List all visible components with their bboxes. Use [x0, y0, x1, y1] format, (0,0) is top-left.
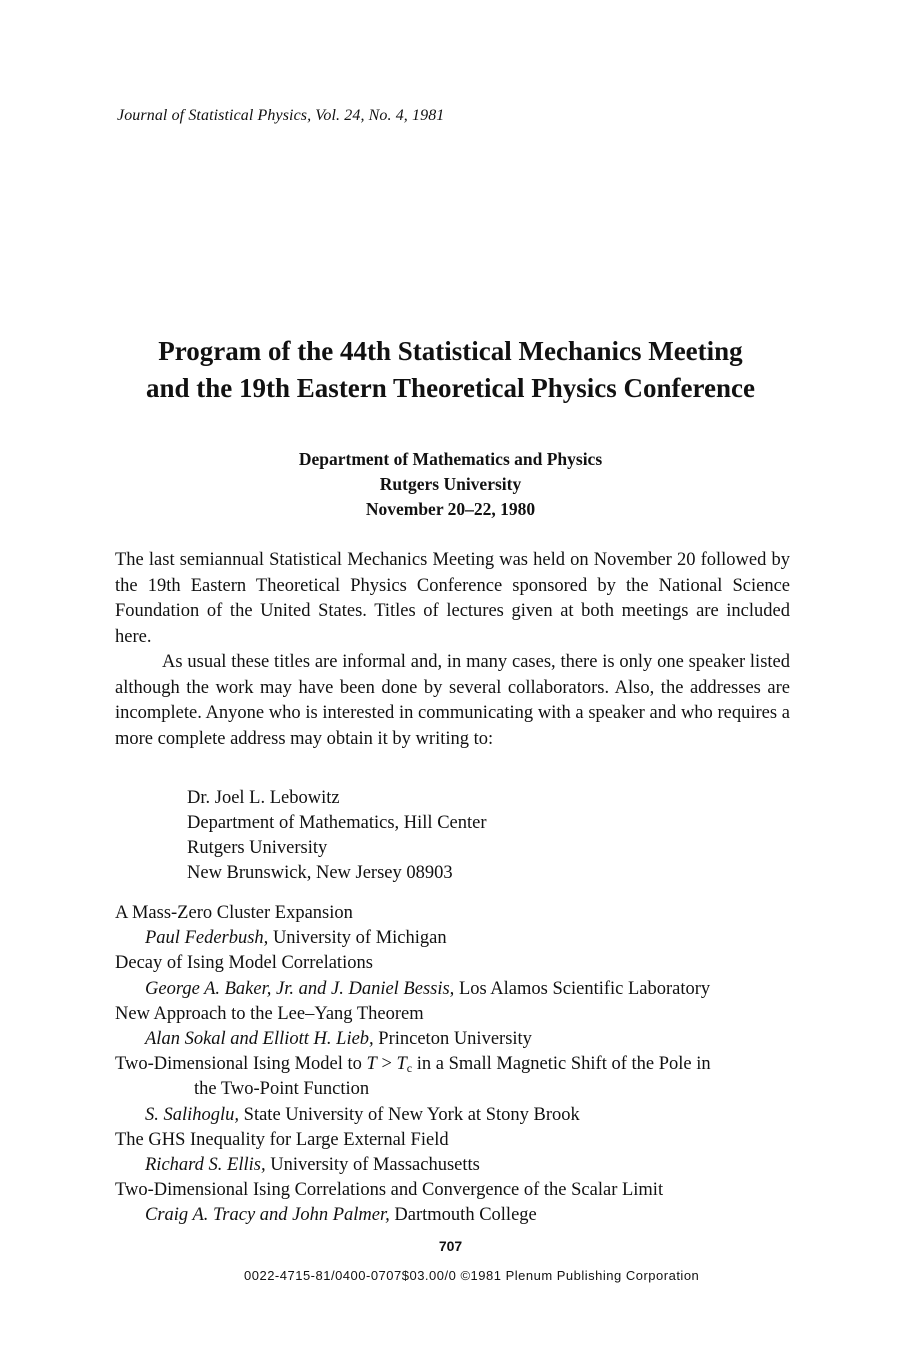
journal-citation: Journal of Statistical Physics, Vol. 24, No. 4, 1981	[117, 107, 445, 124]
speaker-affiliation: State University of New York at Stony Brook	[243, 1104, 580, 1125]
speaker-affiliation: Dartmouth College	[394, 1205, 537, 1226]
meeting-dates: November 20–22, 1980	[365, 499, 536, 519]
speaker-affiliation: Los Alamos Scientific Laboratory	[458, 978, 711, 999]
address-city: New Brunswick, New Jersey 08903	[187, 863, 453, 883]
speaker-name: Paul Federbush,	[145, 928, 269, 949]
math-gt: >	[381, 1054, 392, 1075]
lecture-title: Decay of Ising Model Correlations	[115, 953, 373, 974]
speaker-name: Craig A. Tracy and John Palmer,	[145, 1205, 390, 1226]
address-name: Dr. Joel L. Lebowitz	[187, 788, 340, 808]
lecture-title: New Approach to the Lee–Yang Theorem	[115, 1003, 424, 1024]
intro-paragraph-1: The last semiannual Statistical Mechanics Meeting was held on November 20 followed by the 19th Eastern Theoretical Physics Conference sponsored by the National Science Foundation of the United States. Titles of lectures given at both meetings are included here.	[115, 550, 790, 647]
speaker-name: George A. Baker, Jr. and J. Daniel Bessis,	[145, 978, 455, 999]
paper-title-line-1: Program of the 44th Statistical Mechanics Meeting	[158, 336, 743, 366]
lecture-speaker-line	[115, 1103, 795, 1128]
intro-paragraph-2: As usual these titles are informal and, in many cases, there is only one speaker listed although the work may have been done by several collaborators. Also, the addresses are incomplete. Anyone who is interested in communicating with a speaker and who requires a more complete address may obtain it by writing to:	[115, 652, 790, 749]
lecture-speaker-line	[115, 977, 795, 1002]
speaker-name: Richard S. Ellis,	[145, 1155, 266, 1176]
speaker-affiliation: University of Massachusetts	[270, 1155, 480, 1176]
affiliation-university: Rutgers University	[379, 474, 522, 494]
paper-title-line-2: and the 19th Eastern Theoretical Physics Conference	[146, 373, 755, 403]
lecture-title: Two-Dimensional Ising Model to $T > T_c$ in a Small Magnetic Shift of the Pole in	[115, 1054, 711, 1076]
lecture-title: The GHS Inequality for Large External Field	[115, 1129, 449, 1150]
lecture-speaker-line	[115, 1203, 795, 1228]
lecture-speaker-line	[115, 1153, 795, 1178]
speaker-affiliation: Princeton University	[378, 1029, 532, 1050]
copyright-line: 0022-4715-81/0400-0707$03.00/0 ©1981 Plenum Publishing Corporation	[244, 1268, 700, 1283]
speaker-name: S. Salihoglu,	[145, 1104, 240, 1125]
affiliation-department: Department of Mathematics and Physics	[298, 449, 603, 469]
lecture-list	[115, 901, 795, 1229]
address-university: Rutgers University	[187, 838, 328, 858]
lecture-speaker-line	[115, 1027, 795, 1052]
lecture-title: A Mass-Zero Cluster Expansion	[115, 903, 353, 923]
lecture-title-continued: the Two-Point Function	[194, 1079, 370, 1100]
lecture-title: Two-Dimensional Ising Correlations and Convergence of the Scalar Limit	[115, 1180, 664, 1201]
math-subscript-c: c	[406, 1061, 413, 1076]
speaker-affiliation: University of Michigan	[272, 928, 447, 949]
lecture-speaker-line	[115, 926, 795, 951]
contact-address	[187, 786, 487, 886]
address-department: Department of Mathematics, Hill Center	[187, 813, 487, 833]
page-number: 707	[438, 1238, 463, 1254]
math-T: T	[396, 1054, 407, 1075]
speaker-name: Alan Sokal and Elliott H. Lieb,	[145, 1029, 374, 1050]
math-T: T	[366, 1054, 377, 1075]
